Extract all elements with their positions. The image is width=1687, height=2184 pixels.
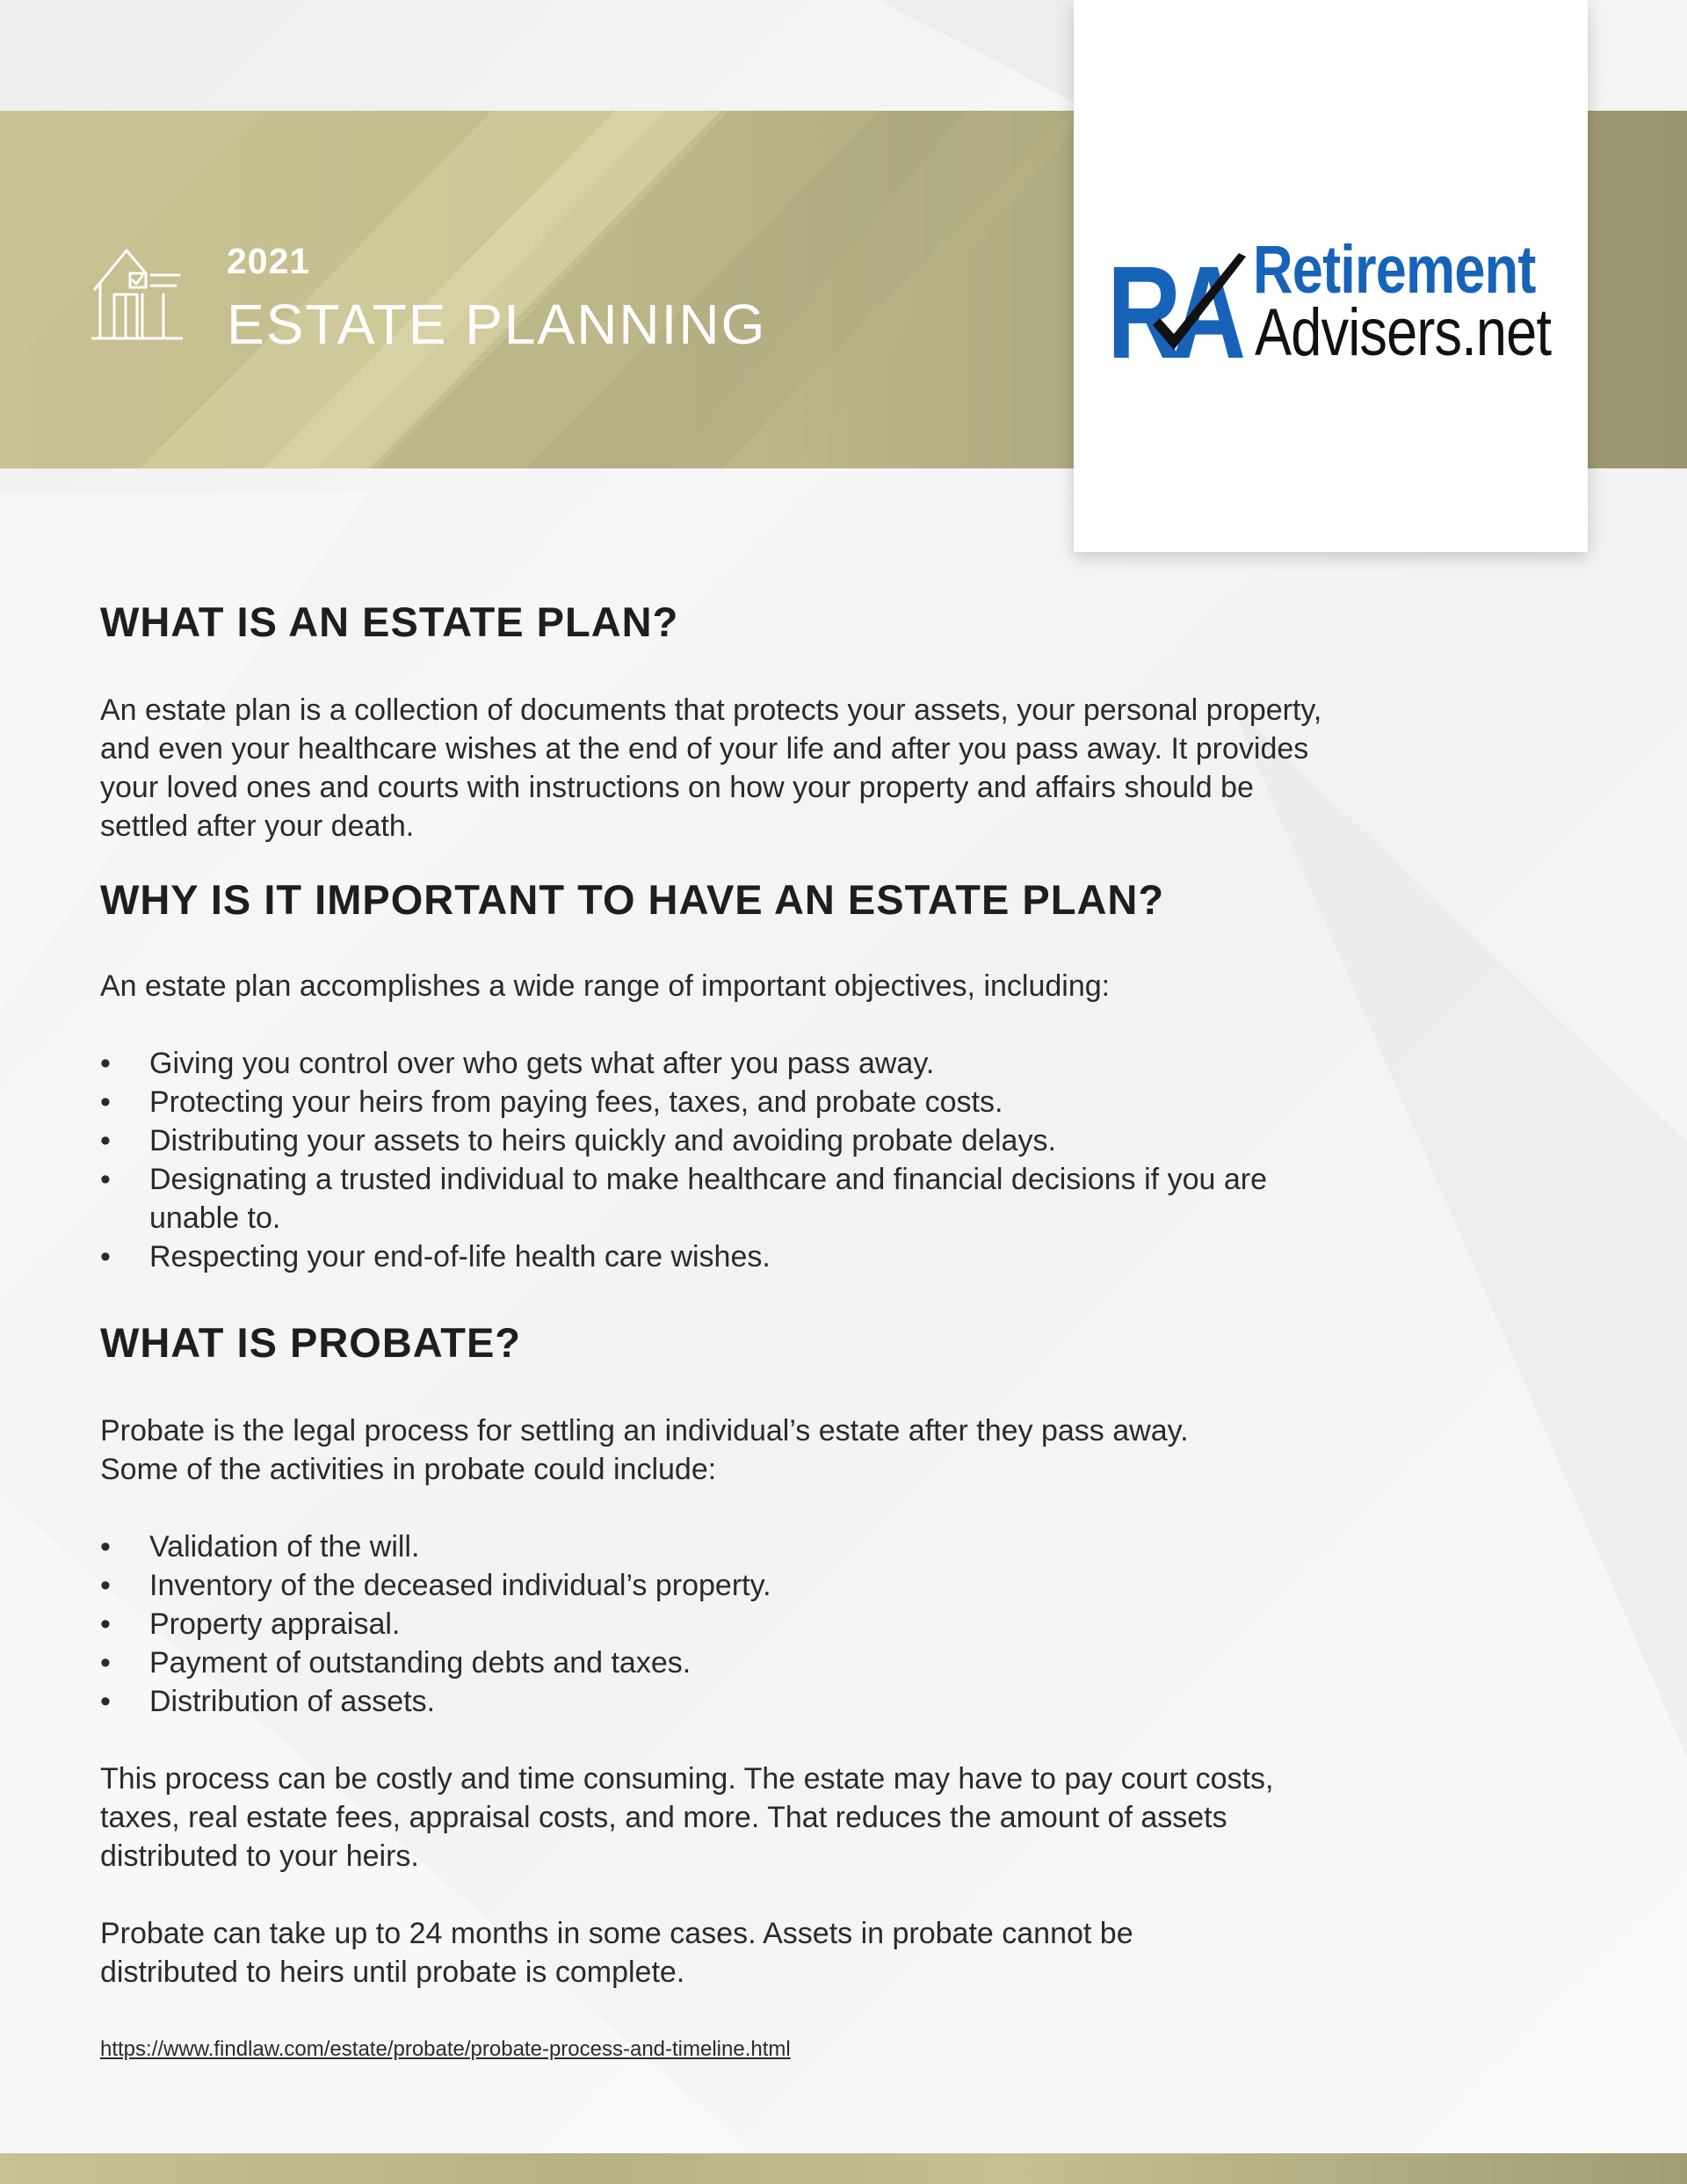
list-item: • Property appraisal. — [100, 1605, 1330, 1643]
report-year: 2021 — [227, 241, 311, 281]
objectives-list — [100, 1044, 1330, 1276]
svg-text:RA: RA — [1107, 239, 1237, 371]
list-item: • Designating a trusted individual to make healthcare and financial decisions if you are unable to. — [100, 1160, 1330, 1237]
section-heading-probate: WHAT IS PROBATE? — [100, 1319, 522, 1366]
list-item: • Protecting your heirs from paying fees, taxes, and probate costs. — [100, 1083, 1330, 1121]
house-checklist-icon — [91, 243, 183, 342]
checkmark-icon — [1107, 239, 1256, 371]
list-item: • Distribution of assets. — [100, 1682, 1330, 1721]
logo-text-retirement: Retirement — [1253, 232, 1536, 308]
list-item: • Validation of the will. — [100, 1527, 1330, 1566]
probate-duration-paragraph: Probate can take up to 24 months in some cases. Assets in probate cannot be distributed to heirs until probate is complete. — [100, 1917, 1133, 1989]
probate-cost-paragraph: This process can be costly and time consuming. The estate may have to pay court costs, taxes, real estate fees, appraisal costs, and more. That reduces the amount of assets distributed to your heirs. — [100, 1762, 1274, 1873]
probate-activities-list — [100, 1527, 1330, 1721]
list-item: • Inventory of the deceased individual’s property. — [100, 1566, 1330, 1605]
source-link[interactable]: https://www.findlaw.com/estate/probate/probate-process-and-timeline.html — [100, 2037, 791, 2061]
probate-intro: Probate is the legal process for settling an individual’s estate after they pass away. Some of the activities in probate could include: — [100, 1414, 1189, 1486]
list-item: • Payment of outstanding debts and taxes. — [100, 1643, 1330, 1682]
estate-plan-paragraph: An estate plan is a collection of documents that protects your assets, your personal property, and even your healthcare wishes at the end of your life and after you pass away. It provides your loved ones and courts with instructions on how your property and affairs should be settled after your death. — [100, 693, 1322, 843]
page-title: ESTATE PLANNING — [227, 293, 767, 356]
logo-text-advisers: Advisers.net — [1255, 295, 1552, 370]
list-item: • Giving you control over who gets what after you pass away. — [100, 1044, 1330, 1083]
list-item: • Respecting your end-of-life health care wishes. — [100, 1237, 1330, 1276]
why-important-intro: An estate plan accomplishes a wide range of important objectives, including: — [100, 969, 1111, 1003]
section-heading-why-important: WHY IS IT IMPORTANT TO HAVE AN ESTATE PLAN? — [100, 876, 1165, 923]
footer-band — [0, 2153, 1687, 2184]
logo-card[interactable] — [1074, 0, 1588, 552]
section-heading-estate-plan: WHAT IS AN ESTATE PLAN? — [100, 599, 679, 645]
list-item: • Distributing your assets to heirs quickly and avoiding probate delays. — [100, 1121, 1330, 1160]
